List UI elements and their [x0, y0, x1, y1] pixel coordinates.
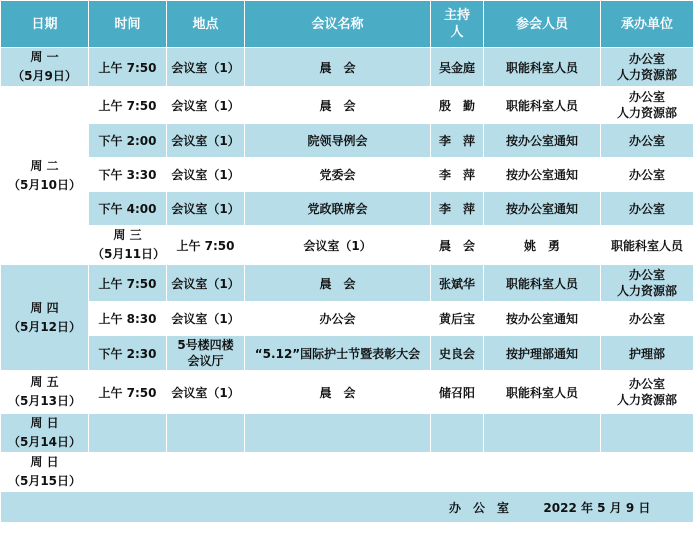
empty-cell: [431, 414, 484, 453]
empty-cell: [431, 453, 484, 492]
meeting-cell: 晨 会: [245, 48, 431, 87]
header-row: [1, 1, 693, 48]
org-cell: 办公室 人力资源部: [601, 265, 693, 302]
meeting-cell: 院领导例会: [245, 124, 431, 158]
table-row: [1, 265, 693, 302]
empty-cell: [601, 453, 693, 492]
org-cell: 办公室: [601, 192, 693, 226]
empty-cell: [484, 453, 601, 492]
host-cell: 姚 勇: [484, 226, 601, 265]
host-cell: 李 萍: [431, 124, 484, 158]
time-cell: 上午 7:50: [167, 226, 245, 265]
header-attendees: 参会人员: [484, 1, 601, 48]
time-cell: 下午 4:00: [89, 192, 167, 226]
day-cell: 周 日 （5月15日）: [1, 453, 89, 492]
org-cell: 办公室 人力资源部: [601, 87, 693, 124]
table-row: [1, 87, 693, 124]
time-cell: 上午 7:50: [89, 371, 167, 414]
host-cell: 史良会: [431, 336, 484, 371]
attendees-cell: 职能科室人员: [484, 87, 601, 124]
time-cell: 上午 7:50: [89, 265, 167, 302]
table-row: [1, 371, 693, 414]
place-cell: 会议室（1）: [167, 371, 245, 414]
empty-cell: [245, 414, 431, 453]
place-cell: 会议室（1）: [167, 124, 245, 158]
footer-row: [1, 492, 693, 523]
meeting-cell: 党政联席会: [245, 192, 431, 226]
empty-cell: [484, 414, 601, 453]
header-org: 承办单位: [601, 1, 693, 48]
host-cell: 李 萍: [431, 192, 484, 226]
table-row: [1, 336, 693, 371]
attendees-cell: 按办公室通知: [484, 158, 601, 192]
org-cell: 办公室: [601, 124, 693, 158]
host-cell: 吴金庭: [431, 48, 484, 87]
header-time: 时间: [89, 1, 167, 48]
org-cell: 办公室 人力资源部: [601, 371, 693, 414]
place-cell: 会议室（1）: [167, 48, 245, 87]
header-meeting: 会议名称: [245, 1, 431, 48]
table-row: [1, 158, 693, 192]
meeting-cell: 晨 会: [245, 265, 431, 302]
empty-cell: [245, 453, 431, 492]
org-cell: 办公室: [601, 302, 693, 336]
attendees-cell: 职能科室人员: [484, 371, 601, 414]
org-cell: 办公室: [601, 158, 693, 192]
host-cell: 张斌华: [431, 265, 484, 302]
time-cell: 上午 7:50: [89, 48, 167, 87]
table-row: [1, 48, 693, 87]
meeting-cell: 党委会: [245, 158, 431, 192]
footer-office: 办 公 室: [449, 500, 510, 515]
meeting-cell: 晨 会: [431, 226, 484, 265]
day-cell: 周 一 （5月9日）: [1, 48, 89, 87]
table-row: [1, 453, 693, 492]
time-cell: 下午 2:30: [89, 336, 167, 371]
place-cell: 会议室（1）: [167, 265, 245, 302]
day-cell: 周 五 （5月13日）: [1, 371, 89, 414]
footer-cell: [1, 492, 693, 523]
attendees-cell: 按办公室通知: [484, 192, 601, 226]
meeting-cell: 晨 会: [245, 87, 431, 124]
empty-cell: [89, 414, 167, 453]
host-cell: 黄后宝: [431, 302, 484, 336]
meeting-cell: 办公会: [245, 302, 431, 336]
place-cell: 5号楼四楼 会议厅: [167, 336, 245, 371]
time-cell: 下午 2:00: [89, 124, 167, 158]
host-cell: 储召阳: [431, 371, 484, 414]
header-host: 主持人: [431, 1, 484, 48]
meeting-cell: “5.12”国际护士节暨表彰大会: [245, 336, 431, 371]
empty-cell: [89, 453, 167, 492]
header-place: 地点: [167, 1, 245, 48]
table-row: [1, 124, 693, 158]
attendees-cell: 职能科室人员: [484, 265, 601, 302]
table-row: [1, 302, 693, 336]
host-cell: 殷 勤: [431, 87, 484, 124]
day-cell: 周 四 （5月12日）: [1, 265, 89, 371]
table-row: [1, 414, 693, 453]
meeting-cell: 晨 会: [245, 371, 431, 414]
place-cell: 会议室（1）: [245, 226, 431, 265]
attendees-cell: 按办公室通知: [484, 302, 601, 336]
day-cell: 周 日 （5月14日）: [1, 414, 89, 453]
time-cell: 下午 3:30: [89, 158, 167, 192]
time-cell: 上午 7:50: [89, 87, 167, 124]
footer-date: 2022 年 5 月 9 日: [543, 500, 651, 515]
table-row: [1, 226, 693, 265]
attendees-cell: 职能科室人员: [601, 226, 693, 265]
header-date: 日期: [1, 1, 89, 48]
host-cell: 李 萍: [431, 158, 484, 192]
place-cell: 会议室（1）: [167, 87, 245, 124]
empty-cell: [167, 414, 245, 453]
attendees-cell: 按护理部通知: [484, 336, 601, 371]
day-cell: 周 二 （5月10日）: [1, 87, 89, 265]
place-cell: 会议室（1）: [167, 302, 245, 336]
time-cell: 上午 8:30: [89, 302, 167, 336]
empty-cell: [601, 414, 693, 453]
empty-cell: [167, 453, 245, 492]
attendees-cell: 职能科室人员: [484, 48, 601, 87]
table-row: [1, 192, 693, 226]
place-cell: 会议室（1）: [167, 158, 245, 192]
place-cell: 会议室（1）: [167, 192, 245, 226]
org-cell: 护理部: [601, 336, 693, 371]
org-cell: 办公室 人力资源部: [601, 48, 693, 87]
day-cell: 周 三 （5月11日）: [89, 226, 167, 265]
attendees-cell: 按办公室通知: [484, 124, 601, 158]
